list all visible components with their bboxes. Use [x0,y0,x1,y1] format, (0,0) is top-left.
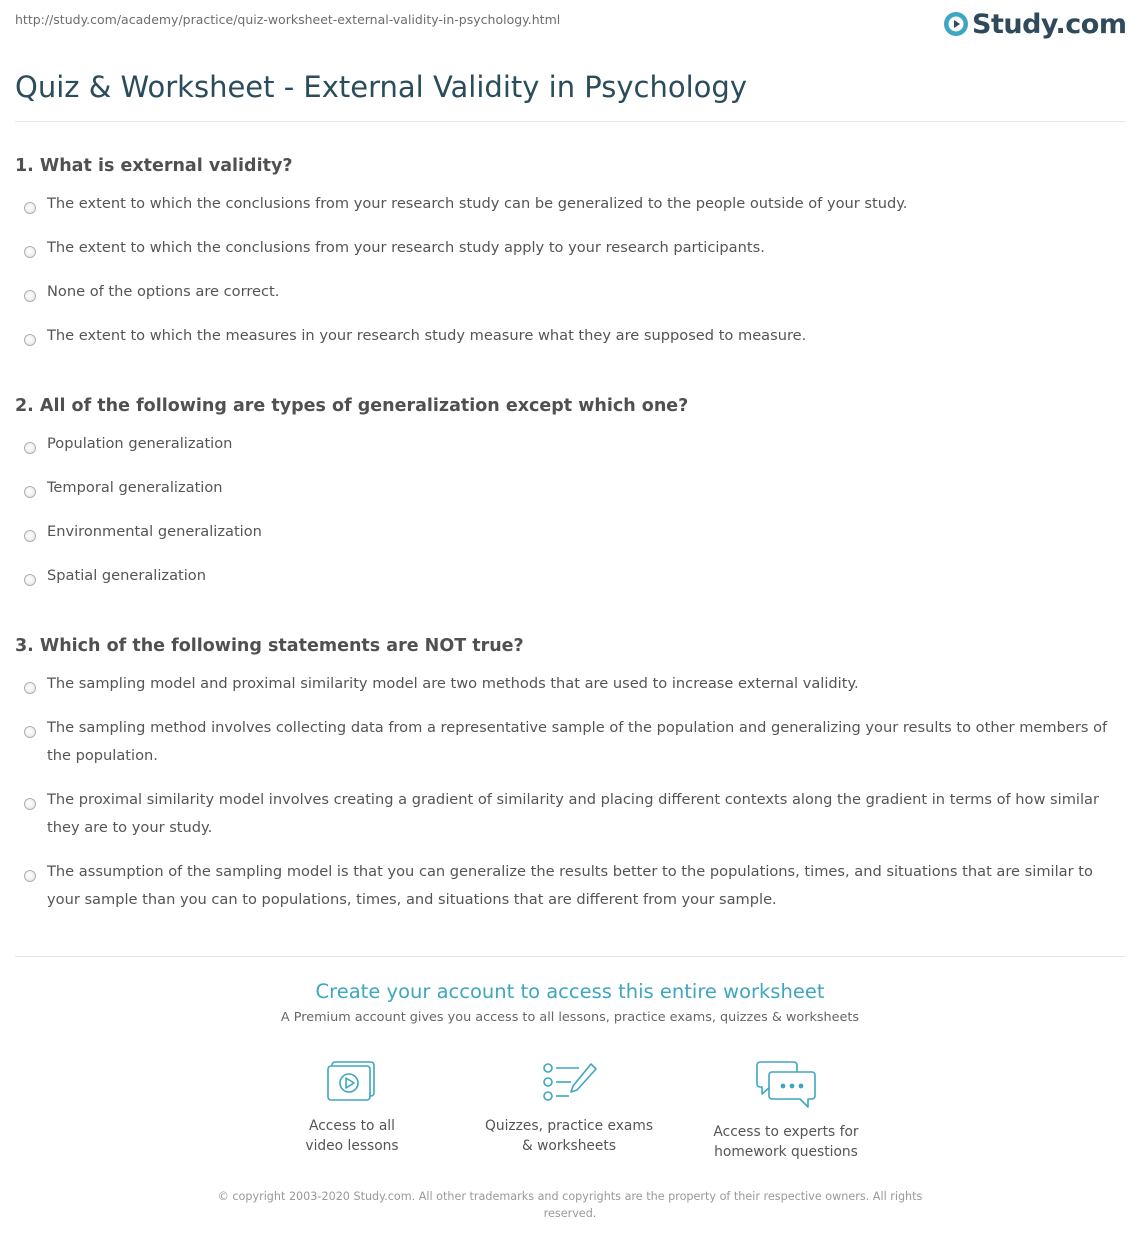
answer-text: The extent to which the conclusions from your research study apply to your research participants. [47,239,765,256]
answer-option[interactable] [15,328,1125,356]
study-logo[interactable] [943,6,1126,42]
radio-button[interactable] [24,682,36,694]
answer-option[interactable] [15,864,1125,920]
answer-text: The assumption of the sampling model is that you can generalize the results better to the populations, times, and situations that are similar to your sample than you can to populations, times, and situations that are different from your sample. [47,863,1093,908]
answer-option[interactable] [15,284,1125,312]
radio-button[interactable] [24,798,36,810]
answer-option[interactable] [15,720,1125,776]
page-title: Quiz & Worksheet - External Validity in Psychology [15,70,747,104]
play-logo-icon [943,11,969,37]
radio-button[interactable] [24,486,36,498]
feature-line: homework questions [714,1144,858,1160]
copyright-footer: © copyright 2003-2020 Study.com. All other trademarks and copyrights are the property of their respective owners. All rights reserved. [217,1190,923,1220]
title-divider [15,121,1125,122]
answer-option[interactable] [15,676,1125,704]
answer-text: Population generalization [47,435,233,452]
quiz-list-icon [541,1060,597,1104]
answer-text: None of the options are correct. [47,283,280,300]
question-title: 1. What is external validity? [15,156,293,176]
question-3 [15,636,1125,936]
answer-option[interactable] [15,480,1125,508]
create-account-link[interactable]: Create your account to access this entire worksheet [315,980,825,1003]
video-lessons-icon [326,1060,378,1104]
radio-button[interactable] [24,726,36,738]
question-title: 2. All of the following are types of generalization except which one? [15,396,689,416]
radio-button[interactable] [24,202,36,214]
feature-video-lessons [252,1060,452,1156]
answer-text: Temporal generalization [47,479,223,496]
chat-bubbles-icon [754,1060,818,1110]
feature-line: Access to all [309,1118,395,1134]
top-bar [0,0,1140,50]
answer-text: The extent to which the conclusions from your research study can be generalized to the people outside of your study. [47,195,908,212]
answer-option[interactable] [15,568,1125,596]
answer-option[interactable] [15,792,1125,848]
radio-button[interactable] [24,442,36,454]
answer-text: The extent to which the measures in your research study measure what they are supposed to measure. [47,327,807,344]
question-1 [15,156,1125,372]
radio-button[interactable] [24,246,36,258]
feature-line: & worksheets [521,1138,617,1154]
radio-button[interactable] [24,334,36,346]
answer-option[interactable] [15,436,1125,464]
feature-quizzes [469,1060,669,1156]
logo-text: Study.com [972,8,1127,40]
feature-experts [686,1060,886,1162]
answer-text: Environmental generalization [47,523,262,540]
feature-line: video lessons [305,1138,399,1154]
radio-button[interactable] [24,530,36,542]
cta-divider [15,956,1125,957]
question-2 [15,396,1125,612]
answer-text: The sampling model and proximal similarity model are two methods that are used to increase external validity. [47,675,859,692]
answer-text: Spatial generalization [47,567,206,584]
answer-option[interactable] [15,196,1125,224]
answer-option[interactable] [15,524,1125,552]
cta-subtitle: A Premium account gives you access to all lessons, practice exams, quizzes & worksheets [280,1010,860,1025]
answer-text: The sampling method involves collecting data from a representative sample of the population and generalizing your results to other members of the population. [47,719,1108,764]
feature-line: Access to experts for [713,1124,859,1140]
question-title: 3. Which of the following statements are NOT true? [15,636,524,656]
answer-option[interactable] [15,240,1125,268]
radio-button[interactable] [24,574,36,586]
feature-line: Quizzes, practice exams [484,1118,654,1134]
radio-button[interactable] [24,290,36,302]
answer-text: The proximal similarity model involves creating a gradient of similarity and placing different contexts along the gradient in terms of how similar they are to your study. [47,791,1099,836]
page-url[interactable]: http://study.com/academy/practice/quiz-worksheet-external-validity-in-psychology.html [15,12,561,27]
radio-button[interactable] [24,870,36,882]
